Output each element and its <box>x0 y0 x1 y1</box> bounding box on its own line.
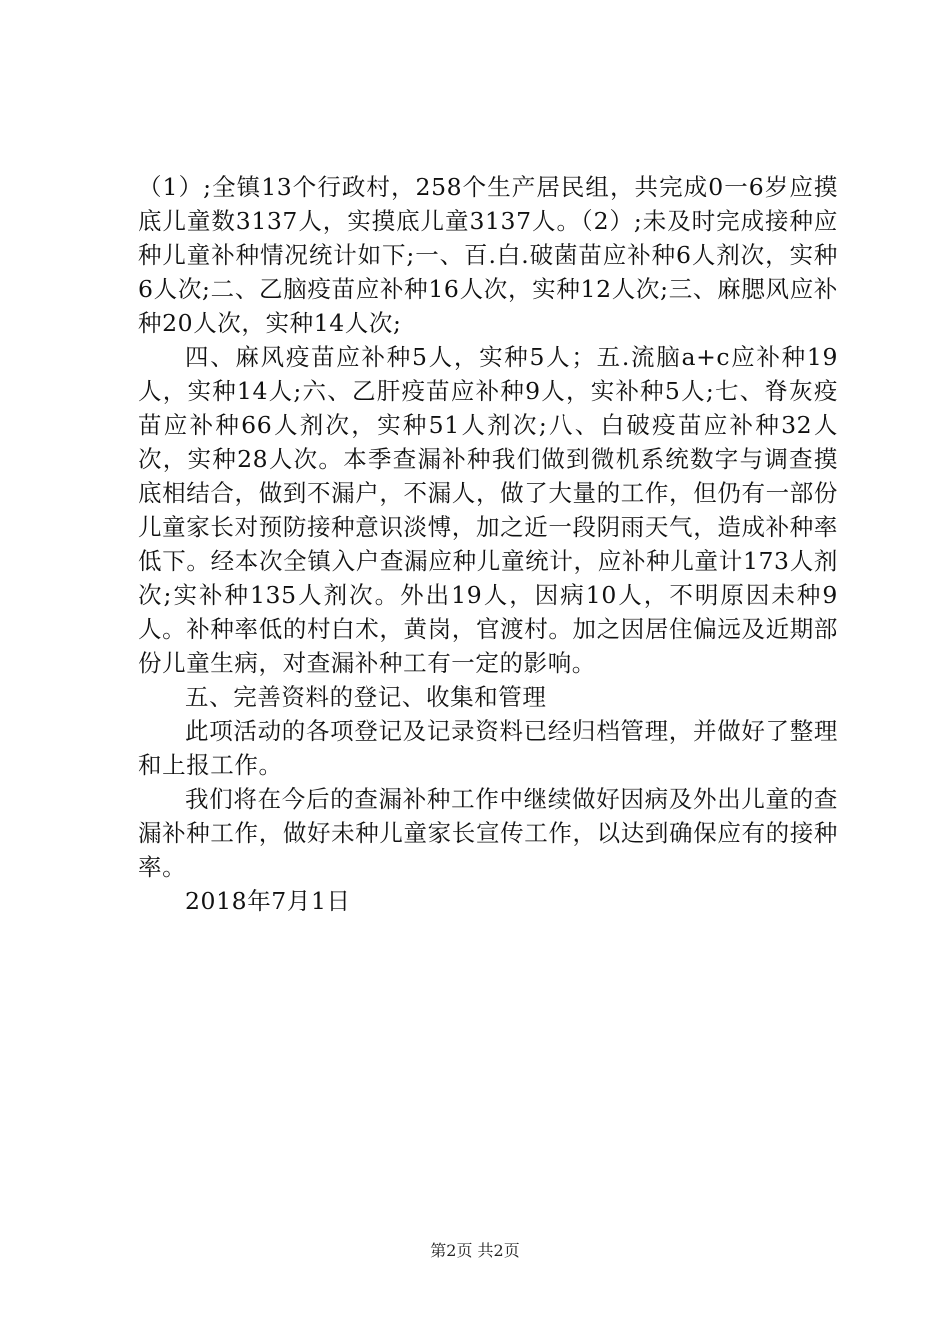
document-date: 2018年7月1日 <box>185 887 351 915</box>
paragraph-vaccine-details: 四、麻风疫苗应补种5人，实种5人；五.流脑a+c应补种19人，实种14人;六、乙肝疫苗应补种9人，实补种5人;七、脊灰疫苗应补种66人剂次，实种51人剂次;八、白破疫苗应补种32人次，实种28人次。本季查漏补种我们做到微机系统数字与调查摸底相结合，做到不漏户，不漏人，做了大量的工作，但仍有一部份儿童家长对预防接种意识淡愽，加之近一段阴雨天气，造成补种率低下。经本次全镇入户查漏应种儿童统计，应补种儿童计173人剂次;实补种135人剂次。外出19人，因病10人，不明原因未种9人。补种率低的村白术，黄岗，官渡村。加之因居住偏远及近期部份儿童生病，对查漏补种工有一定的影响。 <box>138 343 838 677</box>
paragraph-statistics-summary: （1）;全镇13个行政村，258个生产居民组，共完成0一6岁应摸底儿童数3137人，实摸底儿童3137人。（2）;未及时完成接种应种儿童补种情况统计如下;一、百.白.破菌苗应补种6人剂次，实种6人次;二、乙脑疫苗应补种16人次，实种12人次;三、麻腮风应补种20人次，实种14人次; <box>138 173 838 337</box>
paragraph-records-archived: 此项活动的各项登记及记录资料已经归档管理，并做好了整理和上报工作。 <box>138 717 838 779</box>
document-body <box>138 170 838 918</box>
paragraph-future-plan: 我们将在今后的查漏补种工作中继续做好因病及外出儿童的查漏补种工作，做好未种儿童家长宣传工作，以达到确保应有的接种率。 <box>138 785 838 881</box>
section-heading-records: 五、完善资料的登记、收集和管理 <box>185 683 547 711</box>
page-number-footer: 第2页 共2页 <box>430 1241 520 1260</box>
